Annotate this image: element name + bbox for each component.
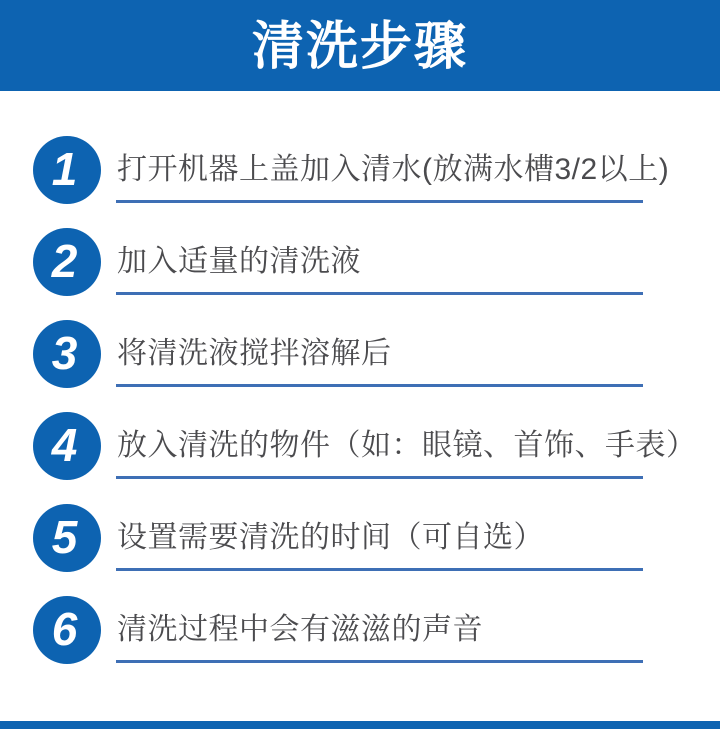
step-number-badge [33,412,101,480]
step-item-1 [33,136,687,204]
step-number: 5 [51,510,78,563]
header-banner [0,0,720,91]
footer-accent-bar [0,721,720,729]
step-underline [116,568,643,571]
step-text: 将清洗液搅拌溶解后 [117,337,392,370]
step-underline [116,384,643,387]
step-item-3 [33,320,687,388]
page-title: 清洗步骤 [251,17,468,76]
step-number-badge [33,136,101,204]
step-number-badge [33,504,101,572]
step-text: 打开机器上盖加入清水(放满水槽3/2以上) [117,153,670,186]
step-number-badge [33,320,101,388]
step-underline [116,476,643,479]
step-number: 3 [51,326,78,379]
step-text: 放入清洗的物件（如：眼镜、首饰、手表） [117,429,697,462]
step-text: 设置需要清洗的时间（可自选） [117,521,544,554]
step-item-2 [33,228,687,296]
step-number: 4 [51,418,78,471]
step-item-4 [33,412,697,480]
step-number-badge [33,596,101,664]
step-number: 1 [51,142,78,195]
step-text: 清洗过程中会有滋滋的声音 [117,613,483,646]
step-underline [116,292,643,295]
step-item-5 [33,504,687,572]
step-text: 加入适量的清洗液 [117,245,361,278]
step-number: 2 [51,234,78,287]
step-number-badge [33,228,101,296]
step-underline [116,660,643,663]
step-item-6 [33,596,687,664]
step-number: 6 [51,602,78,655]
step-underline [116,200,643,203]
